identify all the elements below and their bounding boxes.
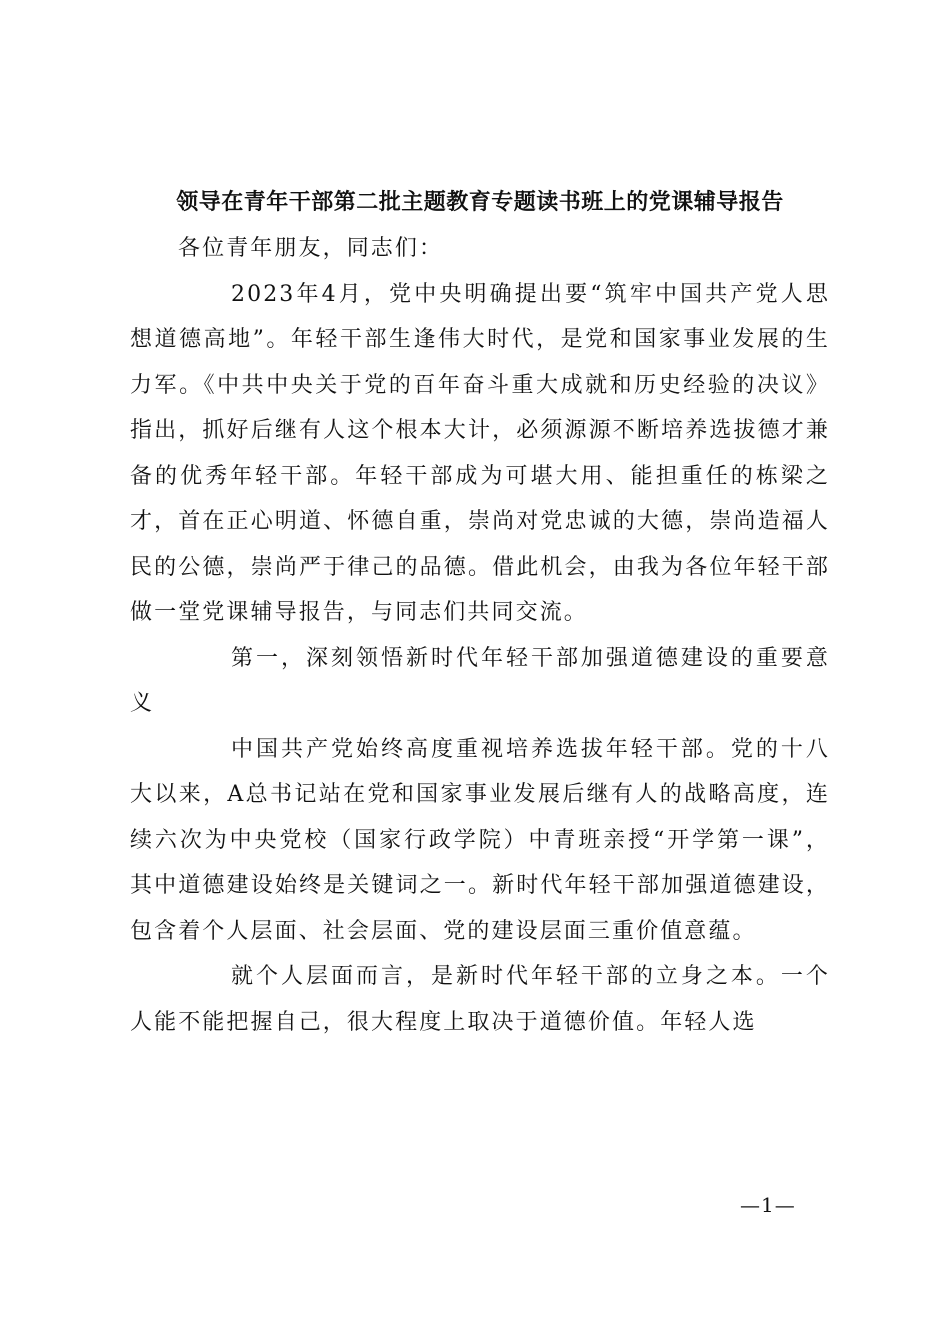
paragraph-individual-level: 就个人层面而言，是新时代年轻干部的立身之本。一个人能不能把握自己，很大程度上取决于道德价值。年轻人选 xyxy=(130,964,830,1035)
paragraph-intro: 2023年4月，党中央明确提出要“筑牢中国共产党人思想道德高地”。年轻干部生逢伟大时代，是党和国家事业发展的生力军。《中共中央关于党的百年奋斗重大成就和历史经验的决议》指出，抓好后继有人这个根本大计，必须源源不断培养选拔德才兼备的优秀年轻干部。年轻干部成为可堪大用、能担重任的栋梁之才，首在正心明道、怀德自重，崇尚对党忠诚的大德，崇尚造福人民的公德，崇尚严于律己的品德。借此机会，由我为各位年轻干部做一堂党课辅导报告，与同志们共同交流。 xyxy=(130,281,830,625)
page-number: —1— xyxy=(740,1193,796,1217)
paragraph-section-1: 中国共产党始终高度重视培养选拔年轻干部。党的十八大以来，A总书记站在党和国家事业发展后继有人的战略高度，连续六次为中央党校（国家行政学院）中青班亲授“开学第一课”，其中道德建设始终是关键词之一。新时代年轻干部加强道德建设，包含着个人层面、社会层面、党的建设层面三重价值意蕴。 xyxy=(130,736,830,944)
section-heading-1: 第一，深刻领悟新时代年轻干部加强道德建设的重要意义 xyxy=(130,645,830,716)
document-title: 领导在青年干部第二批主题教育专题读书班上的党课辅导报告 xyxy=(176,189,784,215)
greeting-line: 各位青年朋友，同志们： xyxy=(178,236,444,261)
document-body xyxy=(130,226,830,1045)
